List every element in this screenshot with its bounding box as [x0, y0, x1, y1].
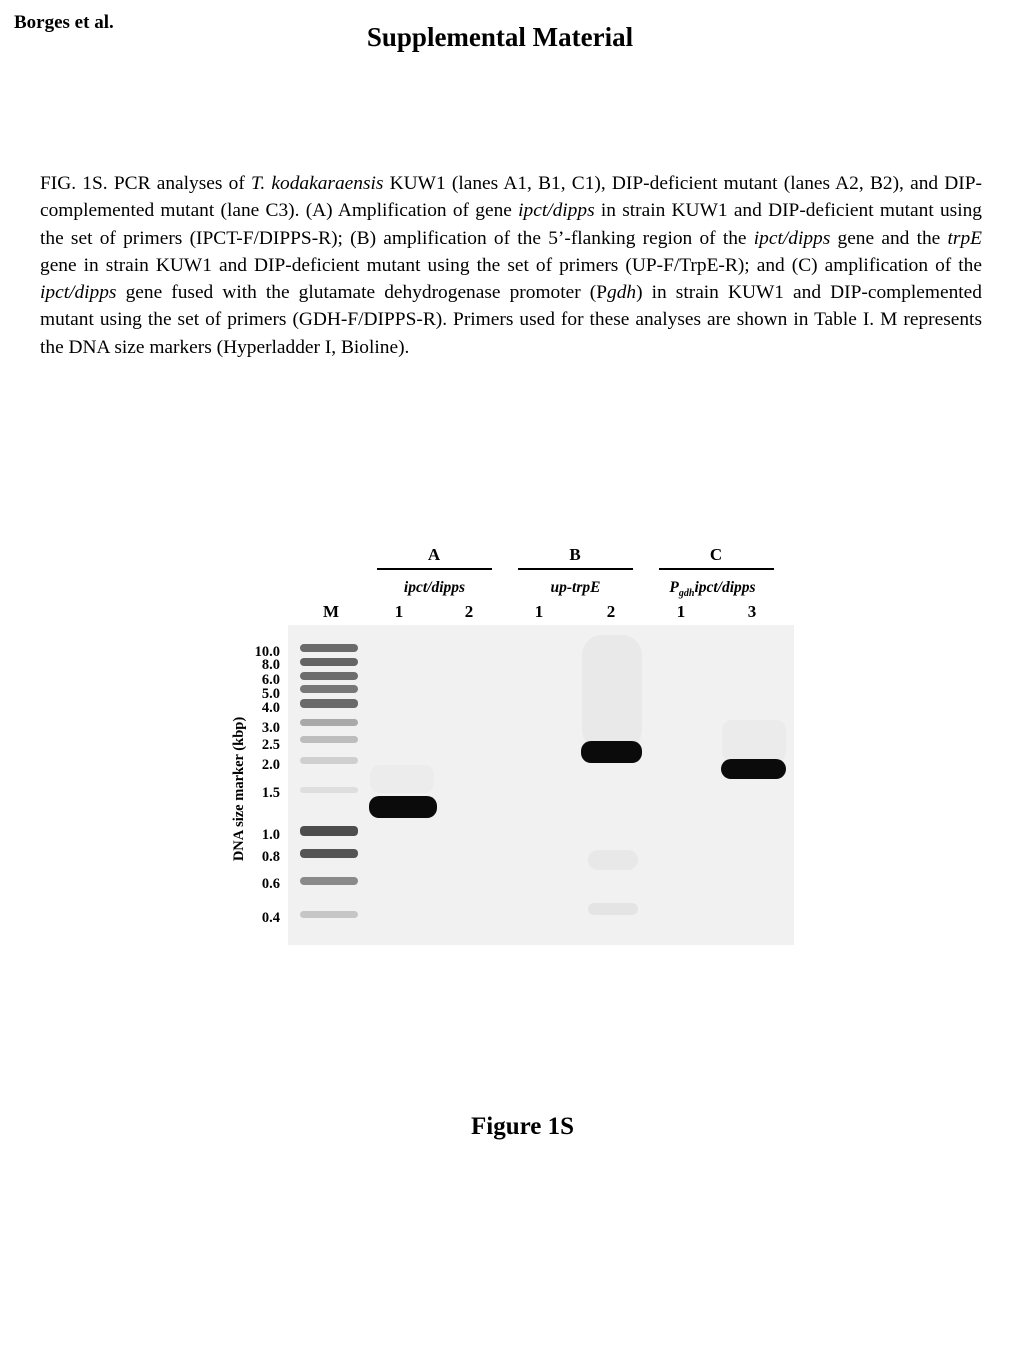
- pcr-band-a1: [369, 796, 437, 818]
- faint-smear: [370, 765, 434, 793]
- ladder-band: [300, 757, 358, 764]
- ladder-band: [300, 877, 358, 885]
- group-a-line: [377, 568, 492, 570]
- y-axis-label: DNA size marker (kbp): [231, 716, 247, 862]
- faint-smear: [582, 635, 642, 750]
- marker-size-label: 0.6: [261, 876, 280, 892]
- lane-label-c3: 3: [747, 602, 757, 621]
- ladder-band: [300, 658, 358, 666]
- group-b-gene: up-trpE: [550, 579, 601, 596]
- group-c-letter: C: [709, 545, 723, 564]
- group-c-gene: $P_{gdh}ipct$/dipps: [669, 579, 756, 600]
- figure-label: Figure 1S: [470, 1113, 574, 1140]
- ladder-band: [300, 736, 358, 743]
- author-header: Borges et al.: [14, 12, 114, 33]
- marker-size-label: 8.0: [261, 657, 280, 673]
- ladder-band: [300, 672, 358, 680]
- lane-label-b1: 1: [534, 602, 544, 621]
- lane-label-b2: 2: [606, 602, 616, 621]
- ladder-band: [300, 826, 358, 836]
- marker-size-label: 2.0: [261, 757, 280, 773]
- group-a-gene: ipct/dipps: [403, 579, 466, 596]
- page-title: Supplemental Material: [366, 22, 634, 52]
- group-c-line: [659, 568, 774, 570]
- marker-size-label: 1.0: [261, 827, 280, 843]
- faint-smear: [588, 903, 638, 915]
- figure-caption: FIG. 1S. PCR analyses of T. kodakaraensis KUW1 (lanes A1, B1, C1), DIP-deficient mutant (lanes A2, B2), and DIP-complemented mutant (lane C3). (A) Amplification of gene ipct/dipps in strain KUW1 and DIP-deficient mutant using the set of primers (IPCT-F/DIPPS-R); (B) amplification of the 5’-flanking region of the ipct/dipps gene and the trpE gene in strain KUW1 and DIP-deficient mutant using the set of primers (UP-F/TrpE-R); and (C) amplification of the ipct/dipps gene fused with the glutamate dehydrogenase promoter (Pgdh) in strain KUW1 and DIP-complemented mutant using the set of primers (GDH-F/DIPPS-R). Primers used for these analyses are shown in Table I. M represents the DNA size markers (Hyperladder I, Bioline).: [40, 173, 983, 358]
- marker-size-label: 5.0: [261, 686, 280, 702]
- ladder-band: [300, 787, 358, 793]
- marker-size-label: 4.0: [261, 700, 280, 716]
- ladder-band: [300, 699, 358, 708]
- pcr-band-c3: [721, 759, 786, 779]
- ladder-band: [300, 911, 358, 918]
- lane-label-a1: 1: [394, 602, 404, 621]
- faint-smear: [588, 850, 638, 870]
- marker-size-label: 3.0: [261, 720, 280, 736]
- ladder-band: [300, 849, 358, 858]
- marker-size-label: 0.8: [261, 849, 280, 865]
- marker-size-label: 6.0: [261, 672, 280, 688]
- lane-label-a2: 2: [464, 602, 474, 621]
- ladder-band: [300, 644, 358, 652]
- group-b-line: [518, 568, 633, 570]
- lane-label-c1: 1: [676, 602, 686, 621]
- group-a-letter: A: [427, 545, 441, 564]
- marker-size-label: 2.5: [261, 737, 280, 753]
- pcr-band-b2: [581, 741, 642, 763]
- marker-size-label: 1.5: [261, 785, 280, 801]
- faint-smear: [722, 720, 786, 762]
- marker-size-label: 0.4: [261, 910, 280, 926]
- group-b-letter: B: [569, 545, 581, 564]
- ladder-band: [300, 719, 358, 726]
- ladder-band: [300, 685, 358, 693]
- gel-image: [288, 625, 794, 945]
- marker-size-label: 10.0: [254, 644, 280, 660]
- lane-label-m: M: [322, 602, 340, 621]
